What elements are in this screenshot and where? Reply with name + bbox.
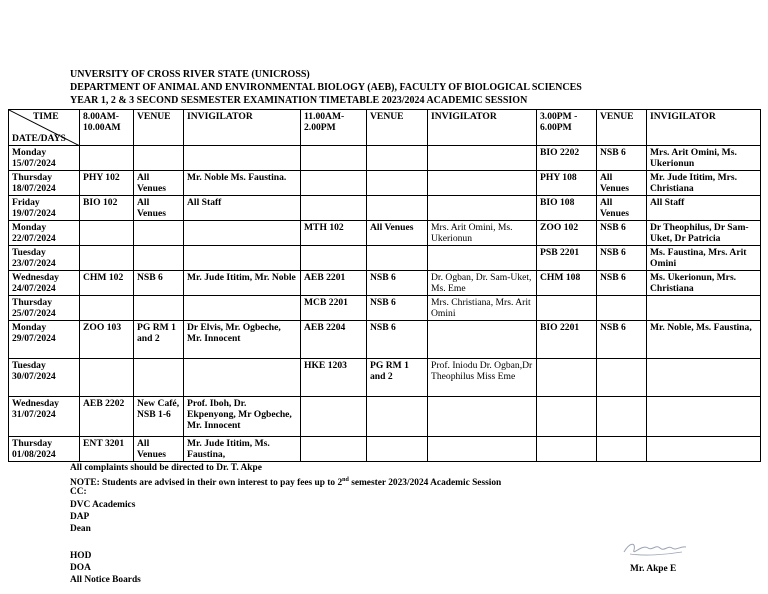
slot2-course-cell: HKE 1203 (301, 359, 367, 397)
slot1-invigilator-cell: Mr. Jude Ititim, Mr. Noble (184, 271, 301, 296)
cc-hod: HOD (70, 551, 92, 561)
fees-note-sup: nd (342, 477, 349, 483)
slot3-venue-cell (597, 397, 647, 437)
date-cell: Monday 22/07/2024 (9, 221, 80, 246)
slot1-venue-cell (134, 221, 184, 246)
slot2-invigilator-cell (428, 171, 537, 196)
date-cell: Tuesday 23/07/2024 (9, 246, 80, 271)
slot1-course-cell (80, 359, 134, 397)
slot1-venue-cell: All Venues (134, 437, 184, 462)
slot2-venue-cell (367, 196, 428, 221)
header-slot1-venue: VENUE (134, 110, 184, 146)
slot3-venue-cell (597, 359, 647, 397)
header-slot2-invigilator: INVIGILATOR (428, 110, 537, 146)
slot3-invigilator-cell (647, 296, 761, 321)
fees-note-prefix: NOTE: Students are advised in their own interest to pay fees up to 2 (70, 478, 343, 489)
slot1-course-cell: AEB 2202 (80, 397, 134, 437)
slot3-course-cell (537, 397, 597, 437)
date-cell: Friday 19/07/2024 (9, 196, 80, 221)
slot3-course-cell: PHY 108 (537, 171, 597, 196)
slot2-course-cell: MTH 102 (301, 221, 367, 246)
slot3-invigilator-cell (647, 397, 761, 437)
table-row (9, 321, 761, 359)
header-slot2-time: 11.00AM-2.00PM (301, 110, 367, 146)
slot1-venue-cell: PG RM 1 and 2 (134, 321, 184, 359)
slot2-venue-cell (367, 397, 428, 437)
slot3-venue-cell: All Venues (597, 196, 647, 221)
slot1-course-cell: BIO 102 (80, 196, 134, 221)
header-department: DEPARTMENT OF ANIMAL AND ENVIRONMENTAL BIOLOGY (AEB), FACULTY OF BIOLOGICAL SCIENCES (70, 82, 582, 93)
slot3-venue-cell: NSB 6 (597, 321, 647, 359)
slot3-invigilator-cell: Mr. Jude Ititim, Mrs. Christiana (647, 171, 761, 196)
slot2-venue-cell: NSB 6 (367, 271, 428, 296)
cc-dean: Dean (70, 524, 91, 534)
table-row (9, 196, 761, 221)
slot2-venue-cell: All Venues (367, 221, 428, 246)
slot2-invigilator-cell (428, 397, 537, 437)
slot3-course-cell (537, 296, 597, 321)
slot1-invigilator-cell (184, 221, 301, 246)
fees-note-suffix: semester 2023/2024 Academic Session (348, 478, 502, 489)
table-row (9, 359, 761, 397)
slot2-invigilator-cell: Mrs. Christiana, Mrs. Arit Omini (428, 296, 537, 321)
slot3-invigilator-cell: Mrs. Arit Omini, Ms. Ukerionun (647, 146, 761, 171)
slot3-venue-cell: NSB 6 (597, 221, 647, 246)
slot1-invigilator-cell: Mr. Noble Ms. Faustina. (184, 171, 301, 196)
slot1-course-cell (80, 221, 134, 246)
slot3-invigilator-cell: Ms. Faustina, Mrs. Arit Omini (647, 246, 761, 271)
slot2-invigilator-cell: Dr. Ogban, Dr. Sam-Uket, Ms. Eme (428, 271, 537, 296)
header-slot1-invigilator: INVIGILATOR (184, 110, 301, 146)
signatory-name: Mr. Akpe E (630, 564, 677, 574)
slot1-invigilator-cell (184, 296, 301, 321)
slot2-course-cell: AEB 2204 (301, 321, 367, 359)
slot3-venue-cell (597, 296, 647, 321)
slot3-venue-cell: NSB 6 (597, 146, 647, 171)
corner-time-label: TIME (33, 111, 59, 122)
slot3-invigilator-cell: Ms. Ukerionun, Mrs. Christiana (647, 271, 761, 296)
slot1-venue-cell (134, 296, 184, 321)
date-cell: Tuesday 30/07/2024 (9, 359, 80, 397)
slot1-invigilator-cell: Prof. Iboh, Dr. Ekpenyong, Mr Ogbeche, Mr. Innocent (184, 397, 301, 437)
slot1-invigilator-cell (184, 359, 301, 397)
table-row (9, 397, 761, 437)
header-slot3-time: 3.00PM - 6.00PM (537, 110, 597, 146)
slot2-invigilator-cell: Mrs. Arit Omini, Ms. Ukerionun (428, 221, 537, 246)
slot2-course-cell (301, 397, 367, 437)
date-cell: Thursday 18/07/2024 (9, 171, 80, 196)
slot3-course-cell: BIO 108 (537, 196, 597, 221)
slot2-venue-cell (367, 146, 428, 171)
slot1-venue-cell: All Venues (134, 171, 184, 196)
header-timetable-title: YEAR 1, 2 & 3 SECOND SESMESTER EXAMINATION TIMETABLE 2023/2024 ACADEMIC SESSION (70, 95, 528, 106)
slot1-course-cell: CHM 102 (80, 271, 134, 296)
slot3-course-cell: PSB 2201 (537, 246, 597, 271)
header-slot1-time: 8.00AM-10.00AM (80, 110, 134, 146)
slot1-invigilator-cell: All Staff (184, 196, 301, 221)
slot2-invigilator-cell (428, 246, 537, 271)
slot2-venue-cell (367, 171, 428, 196)
slot2-course-cell: AEB 2201 (301, 271, 367, 296)
exam-timetable (8, 109, 761, 462)
header-university: UNVERSITY OF CROSS RIVER STATE (UNICROSS) (70, 69, 310, 80)
slot1-course-cell: PHY 102 (80, 171, 134, 196)
slot1-course-cell: ZOO 103 (80, 321, 134, 359)
slot2-invigilator-cell (428, 146, 537, 171)
date-cell: Monday 15/07/2024 (9, 146, 80, 171)
table-row (9, 221, 761, 246)
slot3-invigilator-cell (647, 359, 761, 397)
slot2-course-cell (301, 171, 367, 196)
slot1-invigilator-cell (184, 246, 301, 271)
table-row (9, 437, 761, 462)
slot1-venue-cell: New Café, NSB 1-6 (134, 397, 184, 437)
slot1-invigilator-cell: Mr. Jude Ititim, Ms. Faustina, (184, 437, 301, 462)
slot3-venue-cell (597, 437, 647, 462)
slot2-course-cell: MCB 2201 (301, 296, 367, 321)
slot2-course-cell (301, 146, 367, 171)
cc-label: CC: (70, 487, 87, 497)
slot1-invigilator-cell: Dr Elvis, Mr. Ogbeche, Mr. Innocent (184, 321, 301, 359)
slot2-venue-cell (367, 246, 428, 271)
table-row (9, 246, 761, 271)
complaints-note: All complaints should be directed to Dr. T. Akpe (70, 463, 262, 473)
slot2-course-cell (301, 196, 367, 221)
cc-doa: DOA (70, 563, 91, 573)
slot2-venue-cell: PG RM 1 and 2 (367, 359, 428, 397)
slot2-venue-cell: NSB 6 (367, 296, 428, 321)
slot2-venue-cell: NSB 6 (367, 321, 428, 359)
date-cell: Wednesday 31/07/2024 (9, 397, 80, 437)
table-header-row (9, 110, 761, 146)
slot2-invigilator-cell (428, 437, 537, 462)
slot1-venue-cell: NSB 6 (134, 271, 184, 296)
header-slot3-venue: VENUE (597, 110, 647, 146)
header-slot3-invigilator: INVIGILATOR (647, 110, 761, 146)
slot3-course-cell (537, 359, 597, 397)
slot3-course-cell: BIO 2202 (537, 146, 597, 171)
slot3-venue-cell: NSB 6 (597, 271, 647, 296)
slot3-course-cell (537, 437, 597, 462)
cc-dvc: DVC Academics (70, 500, 136, 510)
slot2-course-cell (301, 246, 367, 271)
fees-note (70, 474, 501, 489)
slot2-course-cell (301, 437, 367, 462)
slot1-invigilator-cell (184, 146, 301, 171)
table-row (9, 296, 761, 321)
slot1-course-cell (80, 146, 134, 171)
slot2-invigilator-cell (428, 321, 537, 359)
slot3-invigilator-cell: Mr. Noble, Ms. Faustina, (647, 321, 761, 359)
slot3-course-cell: CHM 108 (537, 271, 597, 296)
signature-image (620, 536, 692, 560)
slot1-venue-cell (134, 246, 184, 271)
slot2-invigilator-cell: Prof. Iniodu Dr. Ogban,Dr Theophilus Miss Eme (428, 359, 537, 397)
table-row (9, 146, 761, 171)
slot1-course-cell: ENT 3201 (80, 437, 134, 462)
table-row (9, 271, 761, 296)
header-slot2-venue: VENUE (367, 110, 428, 146)
slot3-invigilator-cell: Dr Theophilus, Dr Sam-Uket, Dr Patricia (647, 221, 761, 246)
slot1-course-cell (80, 246, 134, 271)
slot3-invigilator-cell (647, 437, 761, 462)
slot3-venue-cell: All Venues (597, 171, 647, 196)
time-date-corner-cell (9, 110, 80, 146)
date-cell: Thursday 01/08/2024 (9, 437, 80, 462)
date-cell: Monday 29/07/2024 (9, 321, 80, 359)
slot1-venue-cell (134, 359, 184, 397)
slot2-venue-cell (367, 437, 428, 462)
slot3-course-cell: ZOO 102 (537, 221, 597, 246)
cc-notice-boards: All Notice Boards (70, 575, 141, 585)
slot2-invigilator-cell (428, 196, 537, 221)
table-row (9, 171, 761, 196)
cc-dap: DAP (70, 512, 90, 522)
date-cell: Wednesday 24/07/2024 (9, 271, 80, 296)
corner-date-label: DATE/DAYS (12, 133, 66, 144)
date-cell: Thursday 25/07/2024 (9, 296, 80, 321)
slot3-course-cell: BIO 2201 (537, 321, 597, 359)
slot1-course-cell (80, 296, 134, 321)
slot3-invigilator-cell: All Staff (647, 196, 761, 221)
slot1-venue-cell: All Venues (134, 196, 184, 221)
slot1-venue-cell (134, 146, 184, 171)
slot3-venue-cell: NSB 6 (597, 246, 647, 271)
